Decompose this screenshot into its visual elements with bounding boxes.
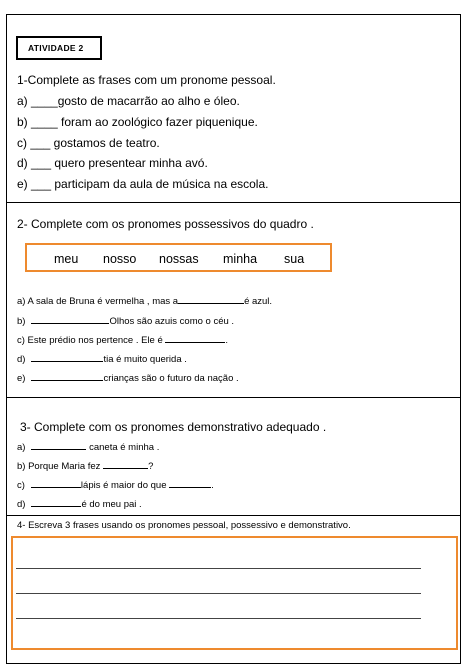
activity-title: ATIVIDADE 2: [16, 36, 102, 60]
section2-heading: 2- Complete com os pronomes possessivos do quadro .: [17, 217, 314, 231]
answer-blank[interactable]: [31, 506, 81, 507]
section1-item-c: c) ___ gostamos de teatro.: [17, 136, 160, 150]
word-nossas: nossas: [159, 252, 199, 266]
section2-item-d: d) tia é muito querida .: [17, 354, 187, 365]
section2-item-c: c) Este prédio nos pertence . Ele é .: [17, 335, 229, 346]
section1-item-b: b) ____ foram ao zoológico fazer piquenique.: [17, 115, 258, 129]
answer-blank[interactable]: [31, 323, 109, 324]
section-divider: [6, 515, 461, 516]
word-nosso: nosso: [103, 252, 137, 266]
section-divider: [6, 202, 461, 203]
writing-line[interactable]: [16, 568, 421, 569]
answer-blank[interactable]: [31, 380, 103, 381]
section1-item-a: a) ____gosto de macarrão ao alho e óleo.: [17, 94, 240, 108]
section3-item-b: b) Porque Maria fez ?: [17, 461, 154, 472]
section3-item-d: d) é do meu pai .: [17, 499, 142, 510]
answer-blank[interactable]: [31, 361, 103, 362]
writing-line[interactable]: [16, 593, 421, 594]
section-divider: [6, 397, 461, 398]
word-meu: meu: [54, 252, 79, 266]
section4-heading: 4- Escreva 3 frases usando os pronomes pessoal, possessivo e demonstrativo.: [17, 520, 351, 531]
section2-item-a: a) A sala de Bruna é vermelha , mas a é azul.: [17, 296, 273, 307]
answer-blank[interactable]: [103, 468, 148, 469]
pronoun-word-box: [25, 243, 332, 272]
answer-blank[interactable]: [31, 449, 86, 450]
answer-blank[interactable]: [31, 487, 81, 488]
section1-item-d: d) ___ quero presentear minha avó.: [17, 156, 208, 170]
section3-item-a: a) caneta é minha .: [17, 442, 160, 453]
section3-item-c: c) lápis é maior do que .: [17, 480, 214, 491]
section1-item-e: e) ___ participam da aula de música na escola.: [17, 177, 269, 191]
writing-line[interactable]: [16, 618, 421, 619]
word-minha: minha: [223, 252, 258, 266]
answer-blank[interactable]: [169, 487, 211, 488]
section3-heading: 3- Complete com os pronomes demonstrativo adequado .: [20, 420, 327, 434]
answer-blank[interactable]: [165, 342, 225, 343]
section2-item-e: e) crianças são o futuro da nação .: [17, 373, 239, 384]
word-sua: sua: [284, 252, 305, 266]
section2-item-b: b) Olhos são azuis como o céu .: [17, 316, 235, 327]
answer-blank[interactable]: [178, 303, 244, 304]
answer-box[interactable]: [11, 536, 458, 650]
section1-heading: 1-Complete as frases com um pronome pessoal.: [17, 73, 276, 87]
